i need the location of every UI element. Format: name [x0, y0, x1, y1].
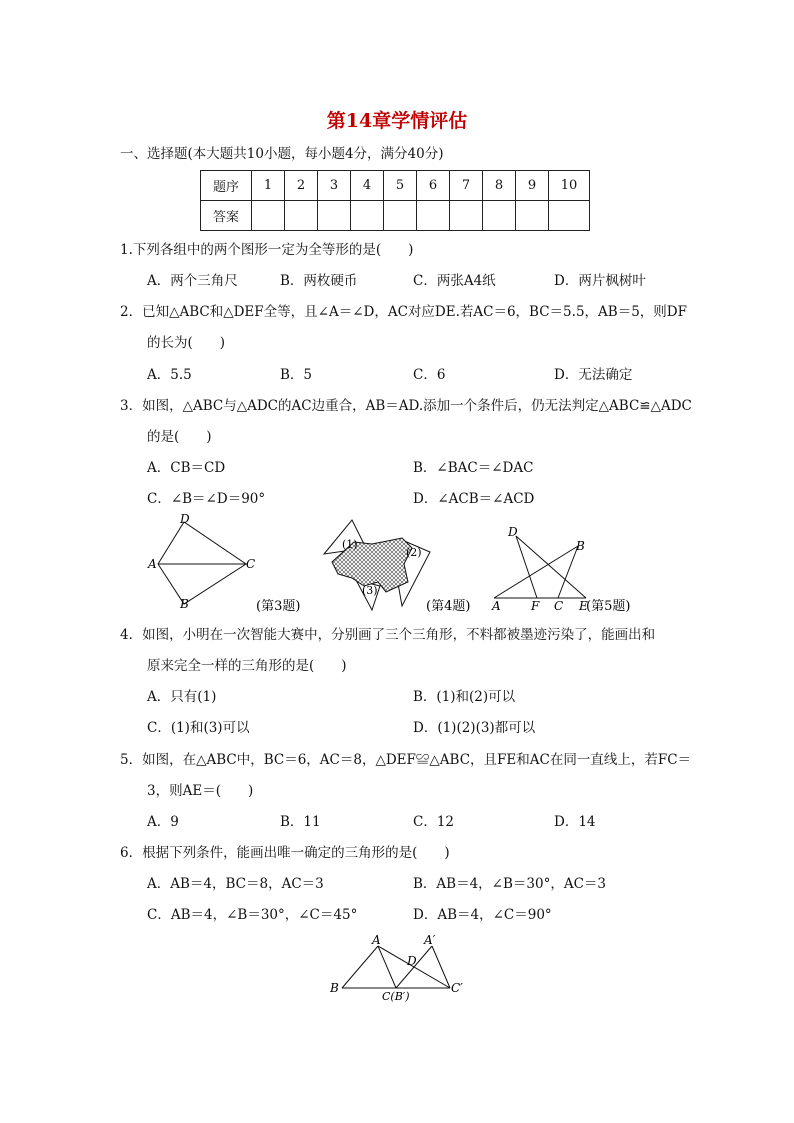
number-cell: 3: [318, 171, 351, 201]
figures-row: [140, 512, 660, 620]
fig7-label: D: [407, 954, 417, 968]
q5-option-a: A．9: [147, 814, 179, 830]
number-cell: 10: [549, 171, 590, 201]
answer-table-answer-row: [201, 201, 590, 231]
fig5-label: E: [579, 599, 588, 613]
fig7-label: A′: [424, 933, 436, 947]
fig7-label: A: [372, 933, 381, 947]
row-label-number: 题序: [201, 171, 252, 201]
figure-5: [491, 525, 630, 614]
fig4-caption: (第4题): [426, 599, 471, 614]
answer-cell[interactable]: [351, 201, 384, 231]
q1-option-a: A．两个三角尺: [147, 273, 238, 289]
q5-option-c: C．12: [413, 814, 455, 830]
answer-cell[interactable]: [252, 201, 285, 231]
answer-cell[interactable]: [483, 201, 516, 231]
q1-option-d: D．两片枫树叶: [554, 273, 646, 289]
q6-option-c: C．AB＝4，∠B＝30°，∠C＝45°: [147, 907, 358, 923]
answer-cell[interactable]: [549, 201, 590, 231]
question-5-stem: 5．如图，在△ABC中，BC＝6，AC＝8，△DEF≌△ABC，且FE和AC在同一直线上，若FC＝: [120, 752, 692, 768]
question-2-stem-cont: 的长为( ): [147, 335, 226, 351]
fig5-label: F: [531, 599, 540, 613]
q3-option-b: B．∠BAC＝∠DAC: [413, 460, 534, 476]
question-5-stem-cont: 3，则AE＝( ): [147, 783, 254, 799]
fig7-label: B: [330, 981, 339, 995]
fig5-caption: (第5题): [586, 599, 631, 614]
q6-option-b: B．AB＝4，∠B＝30°，AC＝3: [413, 876, 607, 892]
fig7-label: C(B′): [382, 990, 410, 1003]
answer-cell[interactable]: [417, 201, 450, 231]
q5-option-b: B．11: [280, 814, 321, 830]
answer-cell[interactable]: [384, 201, 417, 231]
q4-option-d: D．(1)(2)(3)都可以: [413, 720, 536, 736]
fig3-label: B: [180, 597, 189, 611]
answer-table-header-row: [201, 171, 590, 201]
section-heading: 一、选择题(本大题共10小题，每小题4分，满分40分): [120, 146, 444, 162]
q1-option-c: C．两张A4纸: [413, 273, 496, 289]
q3-option-a: A．CB＝CD: [147, 460, 226, 476]
q3-option-d: D．∠ACB＝∠ACD: [413, 491, 535, 507]
q3-option-c: C．∠B＝∠D＝90°: [147, 491, 266, 507]
q4-option-a: A．只有(1): [147, 689, 217, 705]
answer-cell[interactable]: [516, 201, 549, 231]
q1-option-b: B．两枚硬币: [280, 273, 358, 289]
fig3-label: A: [148, 557, 157, 571]
page-title: 第14章学情评估: [326, 110, 468, 132]
q2-option-c: C．6: [413, 367, 446, 383]
fig3-caption: (第3题): [256, 599, 301, 614]
fig5-label: C: [554, 599, 564, 613]
fig4-label: (2): [406, 546, 422, 559]
number-cell: 2: [285, 171, 318, 201]
q2-option-b: B．5: [280, 367, 313, 383]
fig3-label: C: [246, 557, 256, 571]
number-cell: 7: [450, 171, 483, 201]
fig5-label: A: [492, 599, 501, 613]
question-3-stem-cont: 的是( ): [147, 429, 212, 445]
q5-option-d: D．14: [554, 814, 596, 830]
number-cell: 5: [384, 171, 417, 201]
number-cell: 9: [516, 171, 549, 201]
figure-4: [324, 520, 470, 614]
answer-cell[interactable]: [318, 201, 351, 231]
q2-option-a: A．5.5: [147, 367, 192, 383]
fig4-label: (3): [362, 584, 378, 597]
answer-cell[interactable]: [450, 201, 483, 231]
q2-option-d: D．无法确定: [554, 367, 633, 383]
figure-3: [147, 512, 300, 614]
question-3-stem: 3．如图，△ABC与△ADC的AC边重合，AB＝AD.添加一个条件后，仍无法判定△ABC≌△ADC: [120, 398, 692, 414]
q6-option-d: D．AB＝4，∠C＝90°: [413, 907, 552, 923]
row-label-answer: 答案: [201, 201, 252, 231]
question-1-stem: 1.下列各组中的两个图形一定为全等形的是( ): [120, 242, 414, 258]
q6-option-a: A．AB＝4，BC＝8，AC＝3: [147, 876, 324, 892]
figure-7: [320, 932, 480, 1008]
question-6-stem: 6．根据下列条件，能画出唯一确定的三角形的是( ): [120, 845, 450, 861]
number-cell: 8: [483, 171, 516, 201]
fig7-label: C′: [451, 981, 463, 995]
fig3-label: D: [180, 512, 190, 526]
fig5-label: B: [576, 539, 585, 553]
q4-option-c: C．(1)和(3)可以: [147, 720, 250, 736]
number-cell: 4: [351, 171, 384, 201]
fig4-label: (1): [342, 538, 358, 551]
fig5-label: D: [508, 525, 518, 539]
q4-option-b: B．(1)和(2)可以: [413, 689, 516, 705]
number-cell: 1: [252, 171, 285, 201]
number-cell: 6: [417, 171, 450, 201]
question-2-stem: 2．已知△ABC和△DEF全等，且∠A＝∠D，AC对应DE.若AC＝6，BC＝5.5，AB＝5，则DF: [120, 304, 687, 320]
answer-table: [200, 170, 590, 231]
answer-cell[interactable]: [285, 201, 318, 231]
question-4-stem: 4．如图，小明在一次智能大赛中，分别画了三个三角形，不料都被墨迹污染了，能画出和: [120, 627, 656, 643]
question-4-stem-cont: 原来完全一样的三角形的是( ): [147, 658, 347, 674]
